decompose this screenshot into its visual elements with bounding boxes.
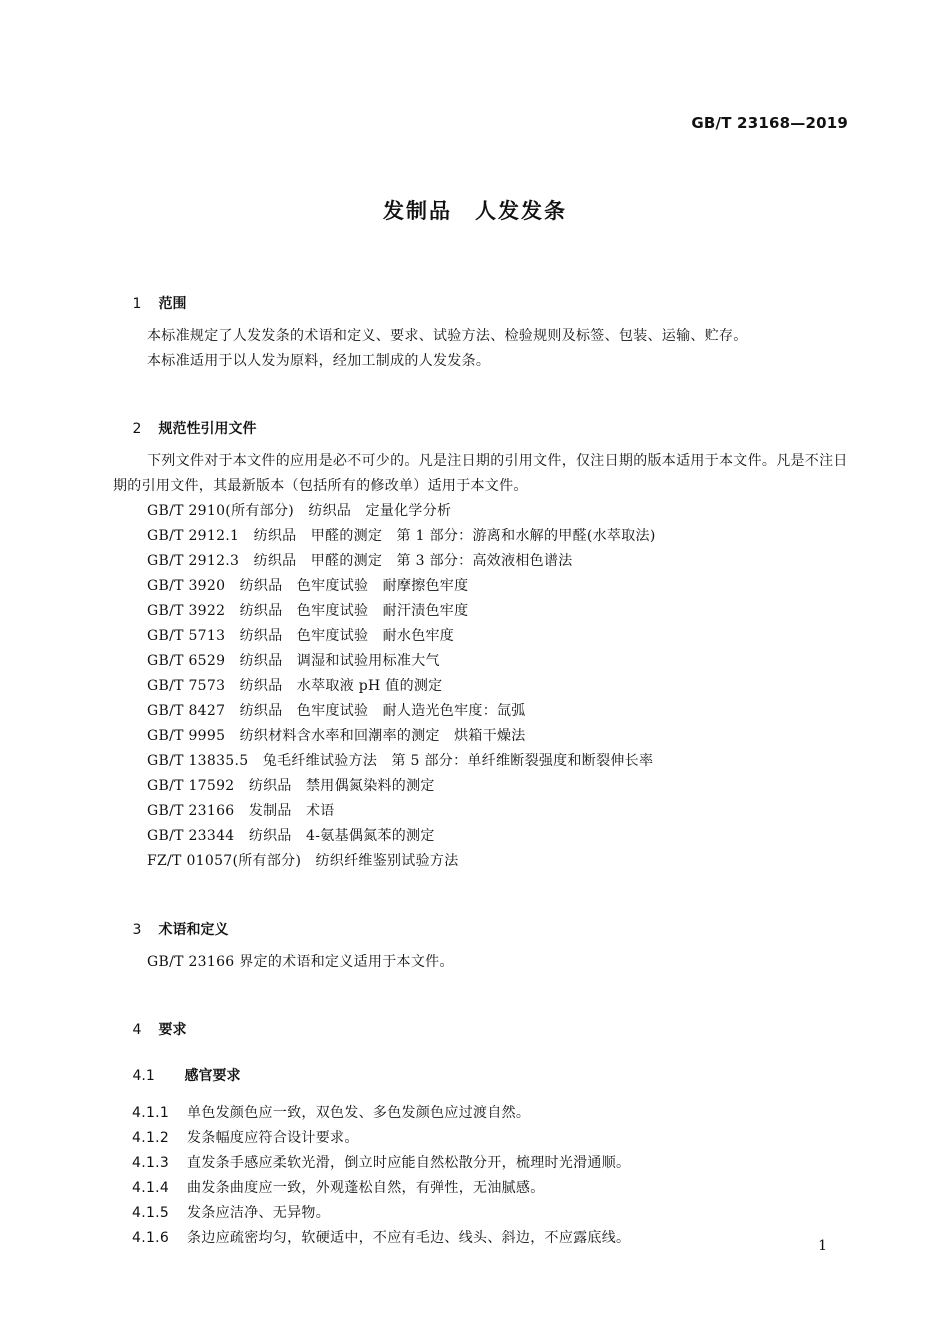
reference-item: GB/T 3920 纺织品 色牢度试验 耐摩擦色牢度 bbox=[147, 578, 469, 594]
section-heading-terms bbox=[113, 903, 229, 955]
standard-code: GB/T 23168—2019 bbox=[691, 114, 848, 132]
reference-item: GB/T 3922 纺织品 色牢度试验 耐汗渍色牢度 bbox=[147, 603, 469, 619]
reference-item: GB/T 23344 纺织品 4-氨基偶氮苯的测定 bbox=[147, 828, 435, 844]
scope-paragraph-1: 本标准规定了人发发条的术语和定义、要求、试验方法、检验规则及标签、包装、运输、贮存。 bbox=[147, 328, 748, 344]
section-number: 3 bbox=[132, 922, 142, 938]
document-title: 发制品 人发发条 bbox=[383, 199, 567, 223]
reference-item: GB/T 9995 纺织材料含水率和回潮率的测定 烘箱干燥法 bbox=[147, 728, 526, 744]
reference-item: GB/T 6529 纺织品 调湿和试验用标准大气 bbox=[147, 653, 440, 669]
scope-paragraph-2: 本标准适用于以人发为原料，经加工制成的人发发条。 bbox=[147, 353, 491, 369]
subsection-number: 4.1 bbox=[132, 1068, 155, 1084]
reference-item: GB/T 2912.1 纺织品 甲醛的测定 第 1 部分：游离和水解的甲醛(水萃取法) bbox=[147, 528, 656, 544]
section-title: 要求 bbox=[158, 1022, 187, 1038]
reference-item: GB/T 13835.5 兔毛纤维试验方法 第 5 部分：单纤维断裂强度和断裂伸长率 bbox=[147, 753, 654, 769]
clause-number: 4.1.2 bbox=[132, 1130, 170, 1146]
subsection-title: 感官要求 bbox=[184, 1068, 241, 1084]
references-intro: 下列文件对于本文件的应用是必不可少的。凡是注日期的引用文件，仅注日期的版本适用于本文件。凡是不注日期的引用文件，其最新版本（包括所有的修改单）适用于本文件。 bbox=[113, 453, 848, 494]
clause-text: 直发条手感应柔软光滑，倒立时应能自然松散分开，梳理时光滑通顺。 bbox=[187, 1155, 631, 1171]
clause-item bbox=[113, 1211, 630, 1263]
page-number: 1 bbox=[818, 1238, 827, 1254]
reference-item: GB/T 5713 纺织品 色牢度试验 耐水色牢度 bbox=[147, 628, 455, 644]
reference-item: FZ/T 01057(所有部分) 纺织纤维鉴别试验方法 bbox=[147, 853, 459, 869]
reference-item: GB/T 7573 纺织品 水萃取液 pH 值的测定 bbox=[147, 678, 443, 694]
clause-number: 4.1.3 bbox=[132, 1155, 170, 1171]
section-number: 2 bbox=[132, 421, 142, 437]
section-number: 1 bbox=[132, 296, 142, 312]
clause-text: 条边应疏密均匀，软硬适中，不应有毛边、线头、斜边，不应露底线。 bbox=[187, 1230, 631, 1246]
section-heading-normative-references bbox=[113, 402, 257, 454]
section-number: 4 bbox=[132, 1022, 142, 1038]
reference-item: GB/T 2910(所有部分) 纺织品 定量化学分析 bbox=[147, 503, 452, 519]
reference-item: GB/T 2912.3 纺织品 甲醛的测定 第 3 部分：高效液相色谱法 bbox=[147, 553, 573, 569]
clause-text: 单色发颜色应一致，双色发、多色发颜色应过渡自然。 bbox=[187, 1105, 531, 1121]
clause-text: 曲发条曲度应一致，外观蓬松自然，有弹性，无油腻感。 bbox=[187, 1180, 545, 1196]
section-title: 规范性引用文件 bbox=[158, 421, 257, 437]
reference-item: GB/T 17592 纺织品 禁用偶氮染料的测定 bbox=[147, 778, 435, 794]
clause-text: 发条应洁净、无异物。 bbox=[187, 1205, 331, 1221]
reference-item: GB/T 8427 纺织品 色牢度试验 耐人造光色牢度：氙弧 bbox=[147, 703, 526, 719]
section-heading-scope bbox=[113, 277, 187, 329]
reference-item: GB/T 23166 发制品 术语 bbox=[147, 803, 335, 819]
clause-number: 4.1.1 bbox=[132, 1105, 170, 1121]
section-title: 术语和定义 bbox=[158, 922, 229, 938]
terms-paragraph: GB/T 23166 界定的术语和定义适用于本文件。 bbox=[147, 954, 454, 970]
clause-number: 4.1.5 bbox=[132, 1205, 170, 1221]
section-title: 范围 bbox=[158, 296, 187, 312]
clause-number: 4.1.6 bbox=[132, 1230, 170, 1246]
clause-text: 发条幅度应符合设计要求。 bbox=[187, 1130, 359, 1146]
section-heading-requirements bbox=[113, 1003, 187, 1055]
clause-number: 4.1.4 bbox=[132, 1180, 170, 1196]
